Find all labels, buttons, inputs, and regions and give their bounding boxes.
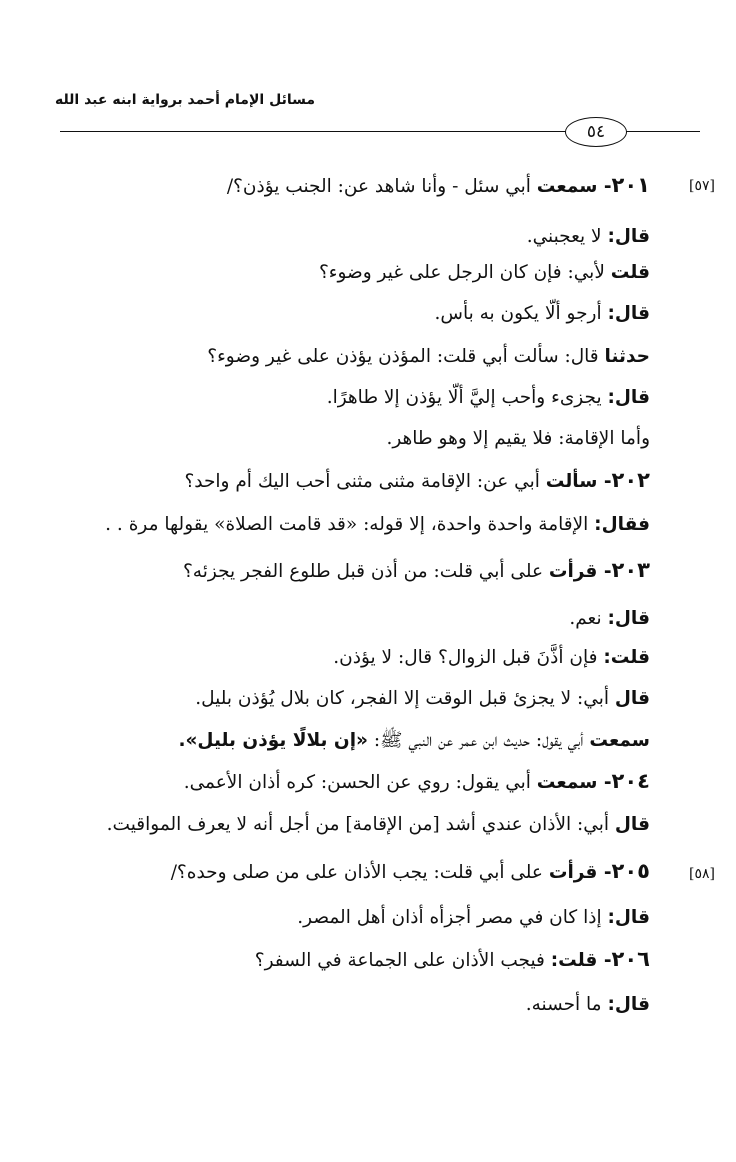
keyword: - سمعت [536, 772, 612, 793]
margin-reference-58: [٥٨] [689, 866, 715, 882]
running-title: مسائل الإمام أحمد برواية ابنه عبد الله [54, 92, 315, 108]
line-text: نعم. [569, 608, 608, 629]
issue-206-line [255, 944, 650, 974]
issue-number: ٢٠٢ [611, 468, 650, 492]
line-text: لأبي: فإن كان الرجل على غير وضوء؟ [318, 262, 611, 283]
text-line [434, 299, 650, 329]
keyword: - قرأت [548, 561, 612, 582]
line-text: أبي: لا يجزئ قبل الوقت إلا الفجر، كان بلال يُؤذن بليل. [195, 688, 615, 709]
line-text: إذا كان في مصر أجزأه أذان أهل المصر. [297, 907, 608, 928]
line-text: الإقامة واحدة واحدة، إلا قوله: «قد قامت الصلاة» يقولها مرة [128, 514, 595, 535]
keyword: - قلت: [550, 950, 612, 971]
issue-number: ٢٠٤ [611, 769, 650, 793]
line-text: وأما الإقامة: فلا يقيم إلا وهو طاهر. [386, 428, 650, 449]
margin-reference-57: [٥٧] [689, 178, 715, 194]
line-text: أبي يقول: حديث ابن عمر عن النبي ﷺ: [368, 730, 590, 751]
line-text: يجزىء وأحب إليَّ ألّا يؤذن إلا طاهرًا. [326, 387, 608, 408]
text-line [195, 684, 650, 714]
keyword: حدثنا [604, 346, 650, 367]
hadith-quote: «إن بلالًا يؤذن بليل». [178, 730, 368, 751]
issue-205-line [171, 856, 650, 886]
keyword: قال [614, 814, 650, 835]
text-line [105, 510, 650, 540]
text-line [107, 810, 650, 840]
text-line [527, 222, 650, 252]
text-line [297, 903, 650, 933]
issue-number: ٢٠١ [611, 173, 650, 197]
issue-201-line [227, 170, 650, 200]
issue-202-line [184, 465, 650, 495]
text-line [526, 990, 650, 1020]
line-text: لا يعجبني. [526, 226, 608, 247]
line-text: على أبي قلت: من أذن قبل طلوع الفجر يجزئه؟ [182, 561, 549, 582]
keyword: قال: [607, 303, 650, 324]
line-text: فيجب الأذان على الجماعة في السفر؟ [254, 950, 551, 971]
issue-204-line [184, 766, 650, 796]
text-line [327, 383, 650, 413]
line-text: قال: سألت أبي قلت: المؤذن يؤذن على غير وضوء؟ [207, 346, 605, 367]
line-text: أبي عن: الإقامة مثنى مثنى أحب اليك أم واحد؟ [184, 471, 546, 492]
trailing-dots: . . [105, 514, 123, 535]
keyword: قلت [610, 262, 650, 283]
line-text: أبي سئل - وأنا شاهد عن: الجنب يؤذن؟/ [226, 176, 537, 197]
keyword: قال: [607, 226, 650, 247]
issue-number: ٢٠٦ [611, 947, 650, 971]
text-line [178, 726, 650, 756]
keyword: سمعت [589, 730, 650, 751]
keyword: قال: [607, 907, 650, 928]
keyword: - قرأت [548, 862, 612, 883]
text-line [207, 342, 650, 372]
keyword: قال: [607, 608, 650, 629]
issue-number: ٢٠٣ [611, 558, 650, 582]
line-text: فإن أذَّنَ قبل الزوال؟ قال: لا يؤذن. [333, 647, 604, 668]
keyword: قال: [607, 994, 650, 1015]
line-text: أبي يقول: روي عن الحسن: كره أذان الأعمى. [183, 772, 537, 793]
line-text: أرجو ألّا يكون به بأس. [434, 303, 608, 324]
keyword: قال [614, 688, 650, 709]
keyword: - سألت [545, 471, 612, 492]
text-line [333, 643, 650, 673]
text-line [319, 258, 650, 288]
keyword: فقال: [594, 514, 650, 535]
issue-number: ٢٠٥ [611, 859, 650, 883]
keyword: قلت: [603, 647, 650, 668]
page-number-badge: ٥٤ [565, 117, 627, 147]
text-line [386, 424, 650, 454]
keyword: - سمعت [536, 176, 612, 197]
line-text: ما أحسنه. [525, 994, 608, 1015]
issue-203-line [183, 555, 650, 585]
keyword: قال: [607, 387, 650, 408]
line-text: على أبي قلت: يجب الأذان على من صلى وحده؟/ [170, 862, 549, 883]
line-text: أبي: الأذان عندي أشد [من الإقامة] من أجل أنه لا يعرف المواقيت. [106, 814, 615, 835]
text-line [569, 604, 650, 634]
